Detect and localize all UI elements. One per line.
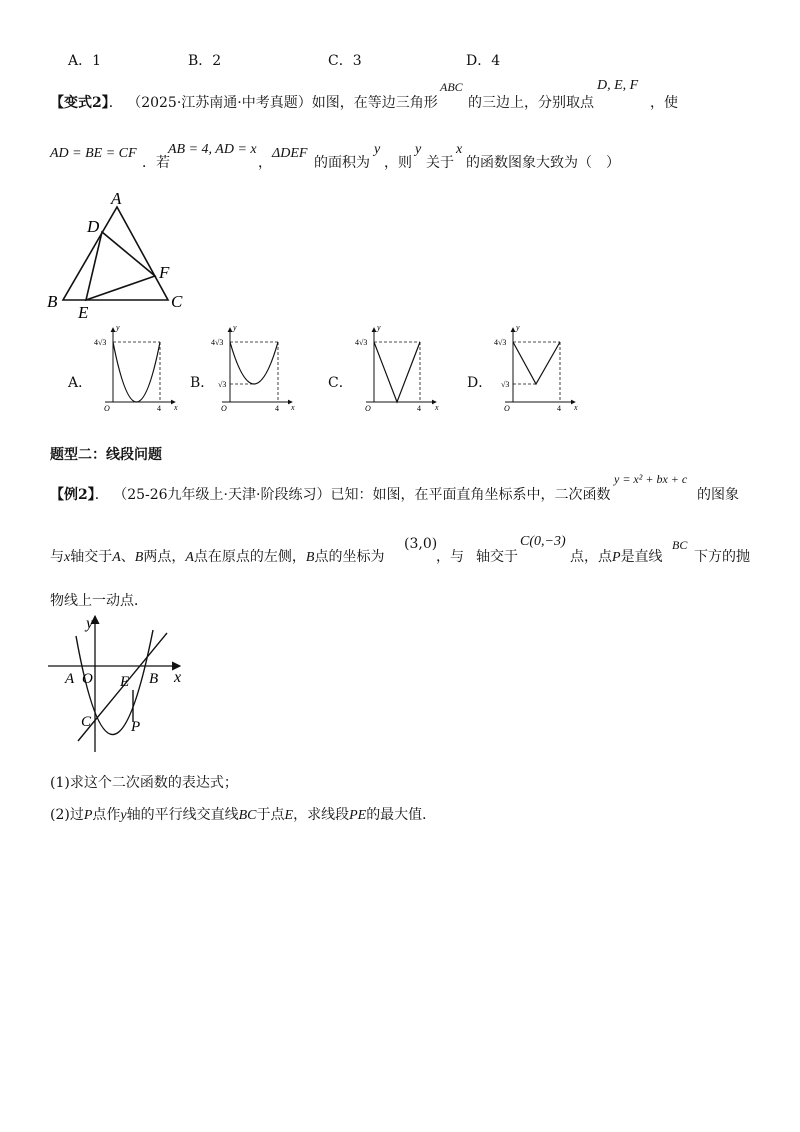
coord-label-c: C <box>81 714 92 730</box>
variant2-text6: ，则 <box>384 155 412 171</box>
math-def: D, E, F <box>597 78 639 93</box>
coord-label-b: B <box>149 671 159 687</box>
graph-c-x-label: x <box>435 403 439 412</box>
example2-line3: 物线上一动点． <box>50 593 148 609</box>
graph-b-x4: 4 <box>275 404 279 413</box>
triangle-label-a: A <box>111 189 122 208</box>
graph-d-x-label: x <box>574 403 578 412</box>
variant2-text2: 的三边上，分别取点 <box>468 95 594 111</box>
graph-b-x-label: x <box>291 403 295 412</box>
variant2-text5: 的面积为 <box>314 155 370 171</box>
coord-x-label: x <box>174 669 182 686</box>
example2-line2: 与x轴交于A、B两点，A点在原点的左侧，B点的坐标为 <box>50 549 385 565</box>
variant2-text8: 的函数图象大致为（ ） <box>466 155 620 171</box>
example2-tag: 【例2】 <box>50 487 95 503</box>
graph-d-x4: 4 <box>557 404 561 413</box>
question-2: (2)过P点作y轴的平行线交直线BC于点E，求线段PE的最大值． <box>50 807 437 823</box>
choice-d: D．4 <box>466 53 501 69</box>
graph-d-origin: O <box>504 404 510 413</box>
variant2-text7: 关于 <box>426 155 454 171</box>
graph-a-ytop: 4√3 <box>94 338 107 347</box>
choice-a: A．1 <box>68 53 102 69</box>
example2-text3k: 下方的抛 <box>694 549 750 565</box>
triangle-label-e: E <box>78 303 89 322</box>
triangle-label-f: F <box>159 263 170 282</box>
graph-a-y-label: y <box>116 323 120 332</box>
triangle-label-d: D <box>87 217 100 236</box>
example2-line2-end: 点，点P是直线 <box>570 549 663 565</box>
variant2-comma: ， <box>258 155 272 171</box>
math-ab-ad: AB = 4, AD = x <box>168 142 257 157</box>
example2-text3h: 轴交于 <box>476 549 518 565</box>
coord-label-a: A <box>65 671 75 687</box>
graph-b-origin: O <box>221 404 227 413</box>
example2-source: （25-26九年级上·天津·阶段练习） <box>113 487 331 503</box>
graph-a-origin: O <box>104 404 110 413</box>
graph-a-x4: 4 <box>157 404 161 413</box>
question-1: (1)求这个二次函数的表达式； <box>50 775 238 791</box>
variant2-tag: 【变式2】 <box>50 95 109 111</box>
math-y: y <box>374 142 381 157</box>
variant2-source: （2025·江苏南通·中考真题） <box>127 95 312 111</box>
coord-label-o: O <box>82 671 93 687</box>
graph-a-x-label: x <box>174 403 178 412</box>
math-c-coord: C(0,−3) <box>520 534 566 549</box>
math-abc: ABC <box>440 80 463 94</box>
example2-line1: 【例2】． （25-26九年级上·天津·阶段练习）已知：如图，在平面直角坐标系中，二次函数 <box>50 487 611 503</box>
math-y2: y <box>415 142 422 157</box>
math-b-coord: (3,0) <box>404 536 438 552</box>
graph-b-y-label: y <box>233 323 237 332</box>
choice-b: B．2 <box>188 53 222 69</box>
variant2-line1: 【变式2】． （2025·江苏南通·中考真题）如图，在等边三角形 <box>50 95 438 111</box>
graph-option-c: C． <box>328 375 353 391</box>
graph-option-d: D． <box>467 375 493 391</box>
section-title: 题型二：线段问题 <box>50 447 162 463</box>
graph-d-y-label: y <box>516 323 520 332</box>
variant2-text4: ．若 <box>142 155 170 171</box>
choice-c: C．3 <box>328 53 362 69</box>
graph-d-ytop: 4√3 <box>494 338 507 347</box>
graph-c-y-label: y <box>377 323 381 332</box>
math-bc: BC <box>672 538 688 552</box>
graph-b-ymid: √3 <box>218 380 227 389</box>
graph-c-x4: 4 <box>417 404 421 413</box>
triangle-label-c: C <box>171 292 183 311</box>
variant2-text3: ，使 <box>650 95 678 111</box>
example2-text3g: ，与 <box>436 549 464 565</box>
graph-b-ytop: 4√3 <box>211 338 224 347</box>
coord-label-e: E <box>120 674 130 690</box>
math-quadratic: y = x² + bx + c <box>614 472 688 486</box>
graph-c-origin: O <box>365 404 371 413</box>
example2-text2: 的图象 <box>697 487 739 503</box>
coord-y-label: y <box>86 615 94 632</box>
graph-option-b: B． <box>190 375 215 391</box>
triangle-label-b: B <box>47 292 58 311</box>
graph-c-ytop: 4√3 <box>355 338 368 347</box>
graph-d-ymid: √3 <box>501 380 510 389</box>
math-x: x <box>456 142 463 157</box>
math-triangle-def: ΔDEF <box>272 146 308 161</box>
math-equal-segments: AD = BE = CF <box>50 146 137 161</box>
graph-option-a: A． <box>68 375 93 391</box>
coord-label-p: P <box>131 719 141 735</box>
